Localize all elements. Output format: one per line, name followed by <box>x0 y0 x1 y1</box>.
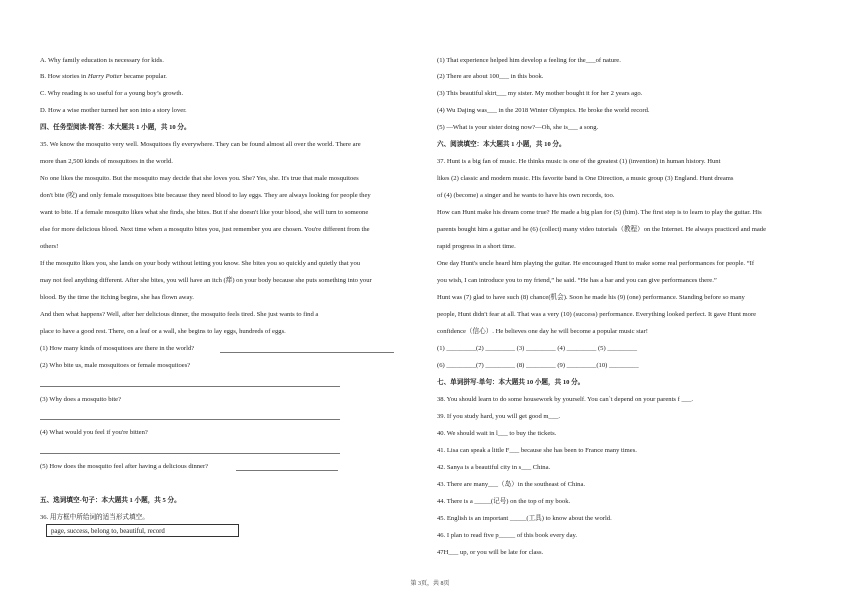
passage-line: else for more delicious blood. Next time when a mosquito bites you, just remember you are chosen. You're different from the <box>40 226 370 233</box>
section5-heading: 五、选词填空-句子：本大题共 1 小题，共 5 分。 <box>40 497 181 504</box>
spelling-item: 40. We should wait in l___ to buy the tickets. <box>437 430 557 437</box>
cloze-line: you wish, I can introduce you to my friend,” he said. “He has a bar and you can give performances there.” <box>437 277 717 284</box>
passage-line: No one likes the mosquito. But the mosquito may decide that she loves you. She? Yes, she. It's true that male mosquitoes <box>40 175 359 182</box>
answer-blank-5[interactable] <box>236 470 338 471</box>
cloze-line: likes (2) classic and modern music. His favorite band is One Direction, a music group (3) England. Hunt dreams <box>437 175 734 182</box>
passage-line: may not feel anything different. After she bites, you will have an itch (痒) on your body because she puts something into your <box>40 277 372 284</box>
page-footer: 第 3页，共 8页 <box>410 581 450 587</box>
option-d: D. How a wise mother turned her son into a story lover. <box>40 107 187 114</box>
section6-heading: 六、阅读填空：本大题共 1 小题，共 10 分。 <box>437 141 566 148</box>
passage-line: And then what happens? Well, after her delicious dinner, the mosquito feels tired. She just wants to find a <box>40 311 319 318</box>
answer-blank-3[interactable] <box>40 419 340 420</box>
cloze-line: rapid progress in a short time. <box>437 243 516 250</box>
passage-line: don't bite (咬) and only female mosquitoes bite because they need blood to lay eggs. They are always looking for people they <box>40 192 371 199</box>
question-2: (2) Who bite us, male mosquitoes or female mosquitoes? <box>40 362 191 369</box>
option-b-tail: became popular. <box>122 73 167 80</box>
question-4: (4) What would you feel if you're bitten? <box>40 429 148 436</box>
fill-sentence-3: (3) This beautiful skirt___ my sister. My mother bought it for her 2 years ago. <box>437 90 643 97</box>
passage-line: If the mosquito likes you, she lands on your body without letting you know. She bites you so quickly and quietly that you <box>40 260 361 267</box>
spelling-item: 44. There is a _____(记号) on the top of my book. <box>437 498 571 505</box>
cloze-line: people, Hunt didn't fear at all. That was a very (10) (success) performance. Everything looked perfect. It gave Hunt more <box>437 311 757 318</box>
fill-sentence-5: (5) —What is your sister doing now?—Oh, she is___ a song. <box>437 124 599 131</box>
spelling-item: 45. English is an important _____(工具) to know about the world. <box>437 515 612 522</box>
answer-blank-2[interactable] <box>40 386 340 387</box>
spelling-item: 46. I plan to read five p_____ of this book every day. <box>437 532 578 539</box>
section7-heading: 七、单词拼写-单句：本大题共 10 小题，共 10 分。 <box>437 379 585 386</box>
cloze-line: One day Hunt's uncle heard him playing the guitar. He encouraged Hunt to make some real performances for people. “If <box>437 260 755 267</box>
passage-line: place to have a good rest. There, on a leaf or a wall, she begins to lay eggs, hundreds of eggs. <box>40 328 286 335</box>
passage-line: more than 2,500 kinds of mosquitoes in the world. <box>40 158 173 165</box>
option-c: C. Why reading is so useful for a young boy’s growth. <box>40 90 184 97</box>
cloze-line: of (4) (become) a singer and he wants to have his own records, too. <box>437 192 615 199</box>
passage-line: want to bite. If a female mosquito likes what she finds, she bites. But if she doesn't like your blood, she will turn to someone <box>40 209 369 216</box>
passage-line: 35. We know the mosquito very well. Mosquitoes fly everywhere. They can be found almost all over the world. There are <box>40 141 361 148</box>
cloze-line: 37. Hunt is a big fan of music. He thinks music is one of the greatest (1) (invention) in human history. Hunt <box>437 158 721 165</box>
spelling-item: 47H___ up, or you will be late for class. <box>437 549 544 556</box>
answer-blank-4[interactable] <box>40 453 340 454</box>
cloze-line: parents bought him a guitar and he (6) (collect) many video tutorials（教程）on the Internet. He always practiced and made <box>437 226 767 233</box>
question-3: (3) Why does a mosquito bite? <box>40 396 122 403</box>
passage-line: blood. By the time the itching begins, she has flown away. <box>40 294 194 301</box>
fill-sentence-4: (4) Wu Dajing was___ in the 2018 Winter Olympics. He broke the world record. <box>437 107 650 114</box>
option-a: A. Why family education is necessary for kids. <box>40 57 164 64</box>
fill-sentence-1: (1) That experience helped him develop a feeling for the___of nature. <box>437 57 621 64</box>
answer-row-2[interactable]: (6) _________(7) _________ (8) _________ (9) _________(10) _________ <box>437 362 639 369</box>
option-b <box>40 73 167 81</box>
spelling-item: 42. Sanya is a beautiful city in s___ China. <box>437 464 551 471</box>
answer-blank-1[interactable] <box>220 352 394 353</box>
passage-line: others! <box>40 243 59 250</box>
word-box: page, success, belong to, beautiful, record <box>46 524 239 537</box>
spelling-item: 43. There are many___（岛）in the southeast of China. <box>437 481 586 488</box>
option-b-title: Harry Potter <box>87 73 123 80</box>
spelling-item: 41. Lisa can speak a little F___ because she has been to France many times. <box>437 447 637 454</box>
cloze-line: Hunt was (7) glad to have such (8) chance(机会). Soon he made his (9) (one) performance. Standing before so many <box>437 294 745 301</box>
spelling-item: 39. If you study hard, you will get good m___. <box>437 413 561 420</box>
answer-row-1[interactable]: (1) _________(2) _________ (3) _________ (4) _________ (5) _________ <box>437 345 637 352</box>
cloze-line: confidence（信心）. He believes one day he will become a popular music star! <box>437 328 648 335</box>
question-5: (5) How does the mosquito feel after having a delicious dinner? <box>40 463 209 470</box>
fill-sentence-2: (2) There are about 100___ in this book. <box>437 73 544 80</box>
question-1: (1) How many kinds of mosquitoes are there in the world? <box>40 345 195 352</box>
q36-instruction: 36. 用方框中所给词的适当形式填空。 <box>40 514 149 521</box>
option-b-lead: B. How stories in <box>40 73 88 80</box>
cloze-line: How can Hunt make his dream come true? He made a big plan for (5) (him). The first step is to learn to play the guitar. His <box>437 209 762 216</box>
spelling-item: 38. You should learn to do some housework by yourself. You can`t depend on your parents f ___. <box>437 396 694 403</box>
section4-heading: 四、任务型阅读-简答：本大题共 1 小题，共 10 分。 <box>40 124 191 131</box>
